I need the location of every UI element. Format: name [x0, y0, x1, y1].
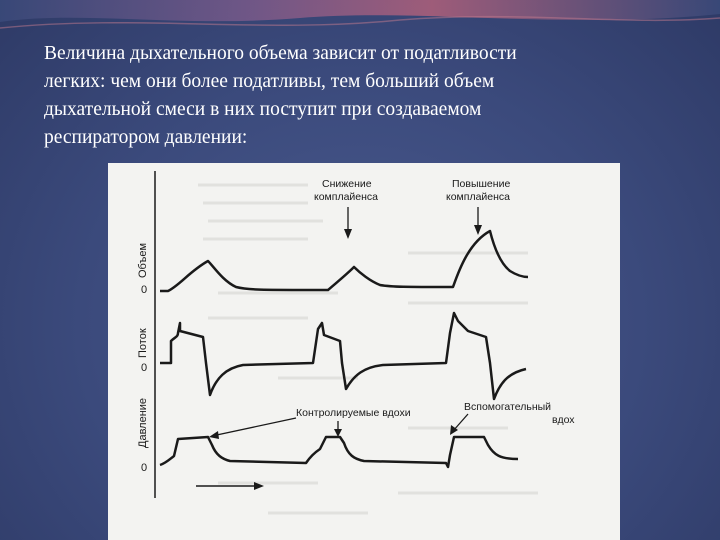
compliance-decrease-label-2: комплайенса: [314, 191, 379, 203]
pressure-waveform: [160, 437, 518, 467]
compliance-increase-label-2: комплайенса: [446, 191, 511, 203]
text-line: респиратором давлении:: [44, 127, 248, 148]
text-line: легких: чем они более податливы, тем больший объем: [44, 71, 495, 92]
controlled-arrow-left: [212, 418, 296, 436]
text-line: дыхательной смеси в них поступит при создаваемом: [44, 99, 482, 120]
compliance-decrease-label-1: Снижение: [322, 178, 372, 190]
volume-zero-label: 0: [141, 284, 148, 296]
controlled-breaths-label: Контролируемые вдохи: [296, 407, 411, 419]
flow-zero-label: 0: [141, 362, 148, 374]
volume-axis-label: Объем: [137, 242, 149, 278]
waveforms-svg: [108, 163, 620, 540]
compliance-increase-label-1: Повышение: [452, 178, 511, 190]
compliance-increase-arrowhead: [474, 225, 482, 235]
pressure-zero-label: 0: [141, 462, 148, 474]
assisted-breath-label-1: Вспомогательный: [464, 401, 552, 413]
text-line: Величина дыхательного объема зависит от податливости: [44, 43, 517, 64]
pressure-axis-label: Давление: [137, 397, 149, 448]
compliance-decrease-arrowhead: [344, 229, 352, 239]
flow-waveform: [160, 313, 526, 399]
flow-axis-label: Поток: [137, 328, 149, 358]
slide-body-text: [44, 40, 694, 152]
header-decoration: [0, 0, 720, 40]
controlled-arrowhead-left: [209, 431, 219, 439]
assisted-breath-label-2: вдох: [552, 414, 575, 426]
ventilation-waveforms-figure: [108, 163, 620, 540]
